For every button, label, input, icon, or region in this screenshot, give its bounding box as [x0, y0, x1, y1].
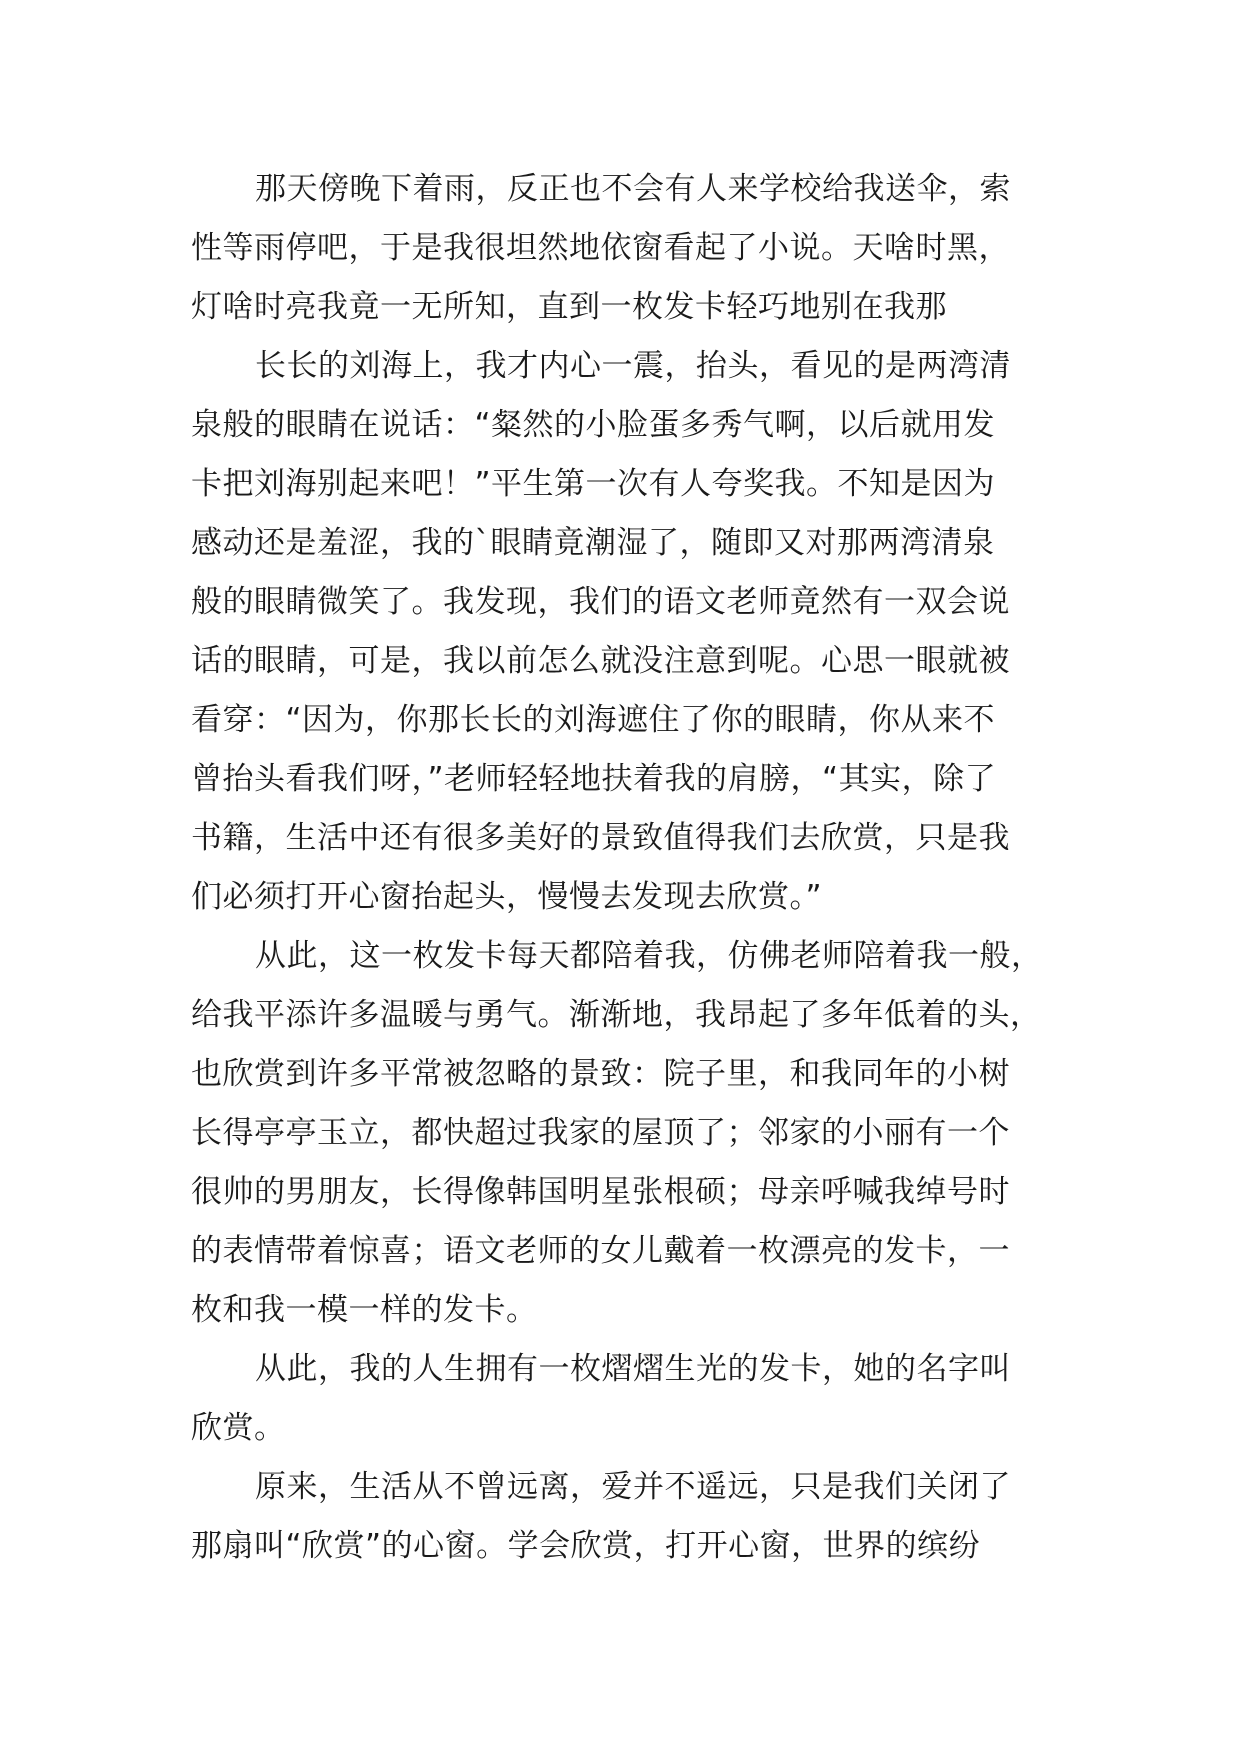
- text-line: 给我平添许多温暖与勇气。渐渐地，我昂起了多年低着的头，: [191, 997, 1042, 1033]
- text-line: 欣赏。: [191, 1410, 286, 1446]
- text-line: 长长的刘海上，我才内心一震，抬头，看见的是两湾清: [255, 348, 1011, 384]
- text-line: 们必须打开心窗抬起头，慢慢去发现去欣赏。”: [191, 879, 823, 915]
- text-line: 那天傍晚下着雨，反正也不会有人来学校给我送伞，索: [255, 171, 1011, 207]
- text-line: 卡把刘海别起来吧！”平生第一次有人夸奖我。不知是因为: [191, 466, 996, 502]
- text-line: 书籍，生活中还有很多美好的景致值得我们去欣赏，只是我: [191, 820, 1010, 856]
- text-line: 的表情带着惊喜；语文老师的女儿戴着一枚漂亮的发卡，一: [191, 1233, 1010, 1269]
- text-line: 灯啥时亮我竟一无所知，直到一枚发卡轻巧地别在我那: [191, 289, 947, 325]
- text-line: 话的眼睛，可是，我以前怎么就没注意到呢。心思一眼就被: [191, 643, 1010, 679]
- text-line: 泉般的眼睛在说话：“粲然的小脸蛋多秀气啊，以后就用发: [191, 407, 996, 443]
- text-line: 原来，生活从不曾远离，爱并不遥远，只是我们关闭了: [255, 1469, 1011, 1505]
- text-line: 也欣赏到许多平常被忽略的景致：院子里，和我同年的小树: [191, 1056, 1010, 1092]
- text-line: 从此，我的人生拥有一枚熠熠生光的发卡，她的名字叫: [255, 1351, 1011, 1387]
- text-line: 曾抬头看我们呀，”老师轻轻地扶着我的肩膀，“其实，除了: [191, 761, 997, 797]
- essay-body: [191, 160, 1061, 1576]
- text-line: 从此，这一枚发卡每天都陪着我，仿佛老师陪着我一般，: [255, 938, 1043, 974]
- text-line: 看穿：“因为，你那长长的刘海遮住了你的眼睛，你从来不: [191, 702, 996, 738]
- text-line: 枚和我一模一样的发卡。: [191, 1292, 538, 1328]
- text-line: 般的眼睛微笑了。我发现，我们的语文老师竟然有一双会说: [191, 584, 1010, 620]
- text-line: 性等雨停吧，于是我很坦然地依窗看起了小说。天啥时黑，: [191, 230, 1010, 266]
- text-line: 长得亭亭玉立，都快超过我家的屋顶了；邻家的小丽有一个: [191, 1115, 1010, 1151]
- text-line: 感动还是羞涩，我的`眼睛竟潮湿了，随即又对那两湾清泉: [191, 525, 995, 561]
- text-line: 很帅的男朋友，长得像韩国明星张根硕；母亲呼喊我绰号时: [191, 1174, 1010, 1210]
- text-line: 那扇叫“欣赏”的心窗。学会欣赏，打开心窗，世界的缤纷: [191, 1528, 981, 1564]
